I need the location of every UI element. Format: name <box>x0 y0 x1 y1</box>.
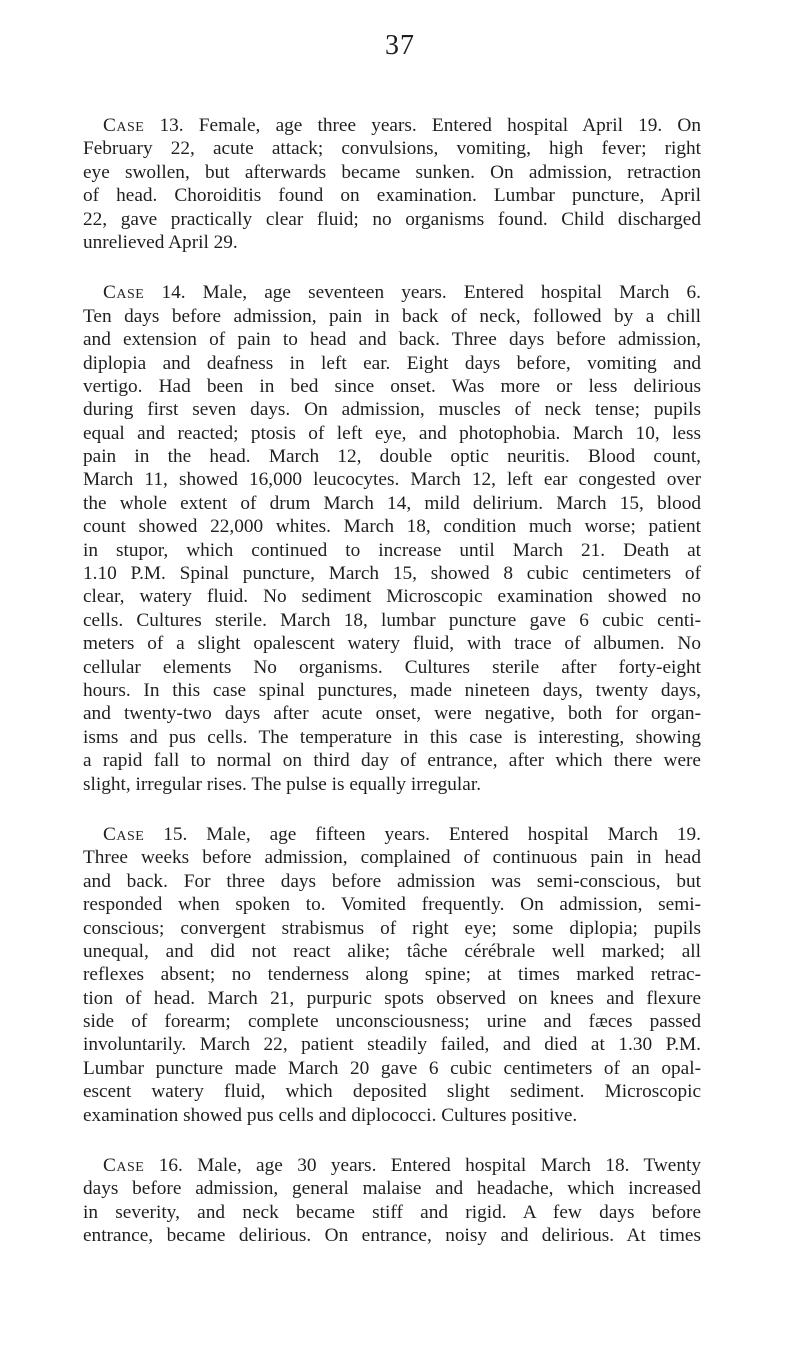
text-line <box>83 114 701 137</box>
text-line: Lumbar puncture made March 20 gave 6 cubic centimeters of an opal- <box>83 1057 701 1079</box>
text-line: conscious; convergent strabismus of right eye; some diplopia; pupils <box>83 917 701 939</box>
case-13-paragraph <box>83 114 701 254</box>
text-line: a rapid fall to normal on third day of entrance, after which there were <box>83 750 701 772</box>
text-line: involuntarily. March 22, patient steadily failed, and died at 1.30 P.M. <box>83 1034 701 1056</box>
case-label: Case <box>103 282 145 304</box>
text-line: of head. Choroiditis found on examination. Lumbar puncture, April <box>83 185 701 207</box>
text-line: during first seven days. On admission, muscles of neck tense; pupils <box>83 399 701 421</box>
text-line: in severity, and neck became stiff and rigid. A few days before <box>83 1201 701 1223</box>
text-line: Three weeks before admission, complained of continuous pain in head <box>83 847 701 869</box>
text-line: cells. Cultures sterile. March 18, lumbar puncture gave 6 cubic centi- <box>83 609 701 631</box>
text-line: entrance, became delirious. On entrance, noisy and delirious. At times <box>83 1225 701 1247</box>
text-line: tion of head. March 21, purpuric spots observed on knees and flexure <box>83 987 701 1009</box>
text-line: hours. In this case spinal punctures, made nineteen days, twenty days, <box>83 679 701 701</box>
text-line: March 11, showed 16,000 leucocytes. March 12, left ear congested over <box>83 469 701 491</box>
text-line: side of forearm; complete unconsciousness; urine and fæces passed <box>83 1011 701 1033</box>
case-label: Case <box>103 1155 145 1177</box>
text-line: responded when spoken to. Vomited frequently. On admission, semi- <box>83 894 701 916</box>
line-text: 14. Male, age seventeen years. Entered hospital March 6. <box>161 282 701 304</box>
text-line: 22, gave practically clear fluid; no organisms found. Child discharged <box>83 208 701 230</box>
text-line: clear, watery fluid. No sediment Microscopic examination showed no <box>83 586 701 608</box>
text-line: isms and pus cells. The temperature in this case is interesting, showing <box>83 726 701 748</box>
case-16-paragraph <box>83 1154 701 1248</box>
text-line: February 22, acute attack; convulsions, vomiting, high fever; right <box>83 138 701 160</box>
text-line: unrelieved April 29. <box>83 231 238 253</box>
text-line: diplopia and deafness in left ear. Eight days before, vomiting and <box>83 352 701 374</box>
text-line: and back. For three days before admission was semi-conscious, but <box>83 870 701 892</box>
case-label: Case <box>103 115 145 136</box>
text-line: slight, irregular rises. The pulse is equally irregular. <box>83 773 482 795</box>
text-line: in stupor, which continued to increase until March 21. Death at <box>83 539 701 561</box>
text-line <box>83 823 701 846</box>
text-line: examination showed pus cells and diplococci. Cultures positive. <box>83 1104 578 1126</box>
text-line: unequal, and did not react alike; tâche cérébrale well marked; all <box>83 940 701 962</box>
text-line: equal and reacted; ptosis of left eye, and photophobia. March 10, less <box>83 422 701 444</box>
case-label: Case <box>103 823 145 845</box>
text-line: escent watery fluid, which deposited slight sediment. Microscopic <box>83 1081 701 1103</box>
page-number: 37 <box>385 30 415 61</box>
text-line: eye swollen, but afterwards became sunken. On admission, retraction <box>83 161 701 183</box>
text-line: vertigo. Had been in bed since onset. Was more or less delirious <box>83 375 701 397</box>
case-15-paragraph <box>83 823 701 1127</box>
text-line: pain in the head. March 12, double optic neuritis. Blood count, <box>83 446 701 468</box>
text-line: reflexes absent; no tenderness along spine; at times marked retrac- <box>83 964 701 986</box>
text-line <box>83 1154 701 1177</box>
text-line: cellular elements No organisms. Cultures sterile after forty-eight <box>83 656 701 678</box>
line-text: 16. Male, age 30 years. Entered hospital March 18. Twenty <box>158 1155 702 1177</box>
text-line: and twenty-two days after acute onset, were negative, both for organ- <box>83 703 701 725</box>
text-line: the whole extent of drum March 14, mild delirium. March 15, blood <box>83 492 701 514</box>
text-line: days before admission, general malaise and headache, which increased <box>83 1178 701 1200</box>
text-line: Ten days before admission, pain in back of neck, followed by a chill <box>83 305 701 327</box>
text-line: count showed 22,000 whites. March 18, condition much worse; patient <box>83 516 701 538</box>
line-text: 13. Female, age three years. Entered hospital April 19. On <box>159 115 701 136</box>
text-line: meters of a slight opalescent watery fluid, with trace of albumen. No <box>83 633 701 655</box>
text-line <box>83 281 701 304</box>
case-14-paragraph <box>83 281 701 796</box>
text-line: and extension of pain to head and back. Three days before admission, <box>83 329 701 351</box>
page-body <box>83 114 701 1275</box>
text-line: 1.10 P.M. Spinal puncture, March 15, showed 8 cubic centimeters of <box>83 563 701 585</box>
line-text: 15. Male, age fifteen years. Entered hospital March 19. <box>163 823 701 845</box>
